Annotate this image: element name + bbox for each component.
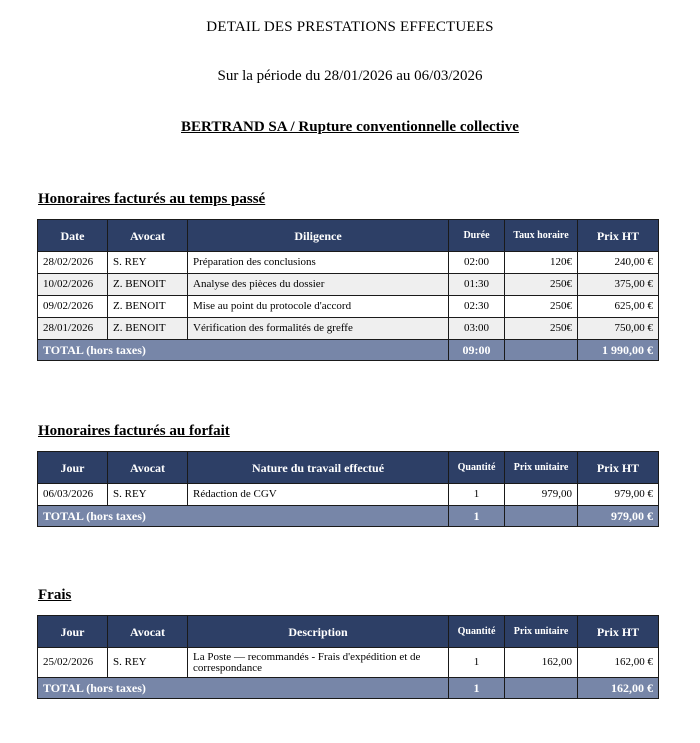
total-label: TOTAL (hors taxes) <box>38 506 449 527</box>
total-price: 979,00 € <box>578 506 659 527</box>
expenses-table <box>37 615 659 699</box>
table-header-row <box>38 616 659 648</box>
column-header-price: Prix HT <box>578 452 659 484</box>
document-title: DETAIL DES PRESTATIONS EFFECTUEES <box>206 19 494 35</box>
billing-period: Sur la période du 28/01/2026 au 06/03/2026 <box>217 68 483 84</box>
cell-date: 28/01/2026 <box>38 318 108 340</box>
table-header-row <box>38 452 659 484</box>
total-row <box>38 506 659 527</box>
column-header-date: Date <box>38 220 108 252</box>
time-fees-section-title: Honoraires facturés au temps passé <box>38 191 266 207</box>
cell-lawyer: Z. BENOIT <box>108 318 188 340</box>
total-row <box>38 678 659 699</box>
column-header-hourly-rate: Taux horaire <box>505 220 578 252</box>
expenses-section-title: Frais <box>38 587 72 603</box>
total-quantity: 1 <box>449 678 505 699</box>
flat-fees-section-title: Honoraires facturés au forfait <box>38 423 230 439</box>
cell-lawyer: S. REY <box>108 648 188 678</box>
cell-task: Mise au point du protocole d'accord <box>188 296 449 318</box>
total-duration: 09:00 <box>449 340 505 361</box>
column-header-unit-price: Prix unitaire <box>505 616 578 648</box>
cell-task: Analyse des pièces du dossier <box>188 274 449 296</box>
cell-task: Rédaction de CGV <box>188 484 449 506</box>
cell-unit-price: 162,00 <box>505 648 578 678</box>
total-spacer <box>505 340 578 361</box>
column-header-price: Prix HT <box>578 220 659 252</box>
time-fees-table <box>37 219 659 361</box>
total-price: 1 990,00 € <box>578 340 659 361</box>
total-spacer <box>505 506 578 527</box>
cell-price: 750,00 € <box>578 318 659 340</box>
cell-lawyer: Z. BENOIT <box>108 296 188 318</box>
total-quantity: 1 <box>449 506 505 527</box>
column-header-quantity: Quantité <box>449 452 505 484</box>
cell-unit-price: 979,00 <box>505 484 578 506</box>
cell-duration: 03:00 <box>449 318 505 340</box>
cell-task: Préparation des conclusions <box>188 252 449 274</box>
cell-price: 240,00 € <box>578 252 659 274</box>
column-header-day: Jour <box>38 452 108 484</box>
cell-date: 09/02/2026 <box>38 296 108 318</box>
table-row <box>38 296 659 318</box>
cell-task: Vérification des formalités de greffe <box>188 318 449 340</box>
cell-rate: 250€ <box>505 274 578 296</box>
column-header-task: Diligence <box>188 220 449 252</box>
cell-rate: 250€ <box>505 296 578 318</box>
cell-rate: 250€ <box>505 318 578 340</box>
cell-date: 10/02/2026 <box>38 274 108 296</box>
column-header-lawyer: Avocat <box>108 220 188 252</box>
cell-date: 25/02/2026 <box>38 648 108 678</box>
cell-price: 979,00 € <box>578 484 659 506</box>
cell-description: La Poste — recommandés - Frais d'expédition et de correspondance <box>188 648 449 678</box>
cell-duration: 02:00 <box>449 252 505 274</box>
column-header-day: Jour <box>38 616 108 648</box>
column-header-description: Description <box>188 616 449 648</box>
cell-duration: 02:30 <box>449 296 505 318</box>
cell-quantity: 1 <box>449 648 505 678</box>
cell-date: 06/03/2026 <box>38 484 108 506</box>
table-row <box>38 648 659 678</box>
total-label: TOTAL (hors taxes) <box>38 340 449 361</box>
table-row <box>38 484 659 506</box>
cell-lawyer: S. REY <box>108 484 188 506</box>
column-header-lawyer: Avocat <box>108 616 188 648</box>
table-row <box>38 318 659 340</box>
cell-price: 375,00 € <box>578 274 659 296</box>
total-price: 162,00 € <box>578 678 659 699</box>
client-matter-title: BERTRAND SA / Rupture conventionnelle collective <box>181 119 519 135</box>
cell-duration: 01:30 <box>449 274 505 296</box>
column-header-task: Nature du travail effectué <box>188 452 449 484</box>
flat-fees-table <box>37 451 659 527</box>
column-header-lawyer: Avocat <box>108 452 188 484</box>
total-spacer <box>505 678 578 699</box>
cell-lawyer: S. REY <box>108 252 188 274</box>
cell-lawyer: Z. BENOIT <box>108 274 188 296</box>
cell-price: 625,00 € <box>578 296 659 318</box>
cell-date: 28/02/2026 <box>38 252 108 274</box>
cell-price: 162,00 € <box>578 648 659 678</box>
table-row <box>38 274 659 296</box>
table-header-row <box>38 220 659 252</box>
cell-rate: 120€ <box>505 252 578 274</box>
total-row <box>38 340 659 361</box>
table-row <box>38 252 659 274</box>
column-header-price: Prix HT <box>578 616 659 648</box>
cell-quantity: 1 <box>449 484 505 506</box>
column-header-quantity: Quantité <box>449 616 505 648</box>
column-header-duration: Durée <box>449 220 505 252</box>
total-label: TOTAL (hors taxes) <box>38 678 449 699</box>
column-header-unit-price: Prix unitaire <box>505 452 578 484</box>
